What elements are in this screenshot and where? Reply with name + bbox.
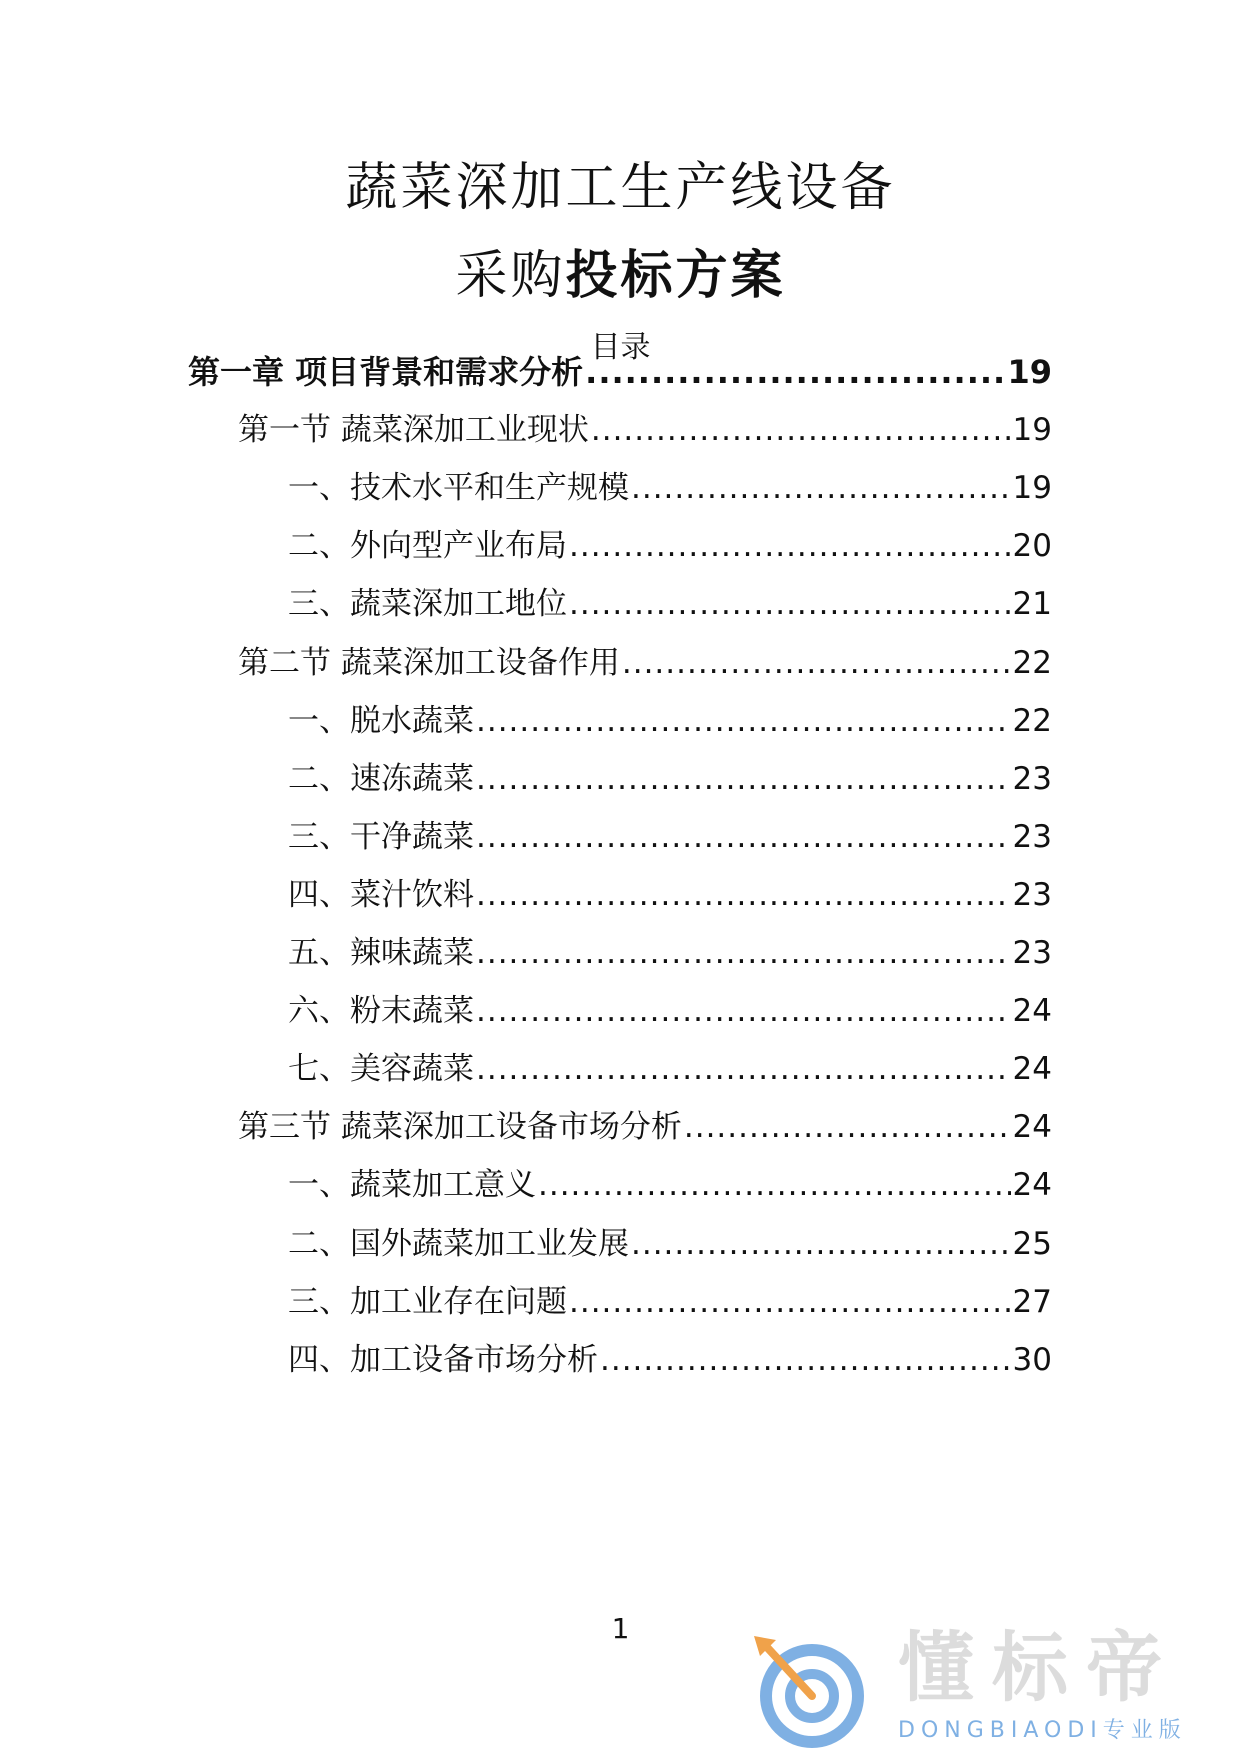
toc-dot-leader: [476, 991, 1011, 1031]
toc-entry-page: 23: [1012, 877, 1052, 913]
toc-entry[interactable]: [288, 1224, 1052, 1264]
toc-dot-leader: [476, 1049, 1011, 1089]
toc-entry[interactable]: [288, 584, 1052, 624]
document-title-line-2: [0, 246, 1241, 306]
watermark: [748, 1623, 1218, 1750]
toc-entry-label: 二、外向型产业布局: [288, 528, 567, 564]
toc-entry-label: 第一章 项目背景和需求分析: [188, 353, 584, 391]
toc-entry[interactable]: [288, 759, 1052, 799]
toc-entry-page: 24: [1012, 993, 1052, 1029]
toc-entry-page: 22: [1012, 645, 1052, 681]
toc-dot-leader: [476, 701, 1011, 741]
toc-entry-label: 二、国外蔬菜加工业发展: [288, 1226, 629, 1262]
toc-entry-page: 20: [1012, 528, 1052, 564]
toc-entry[interactable]: [288, 1165, 1052, 1205]
title-normal-part: 采购: [455, 246, 566, 306]
toc-dot-leader: [476, 933, 1011, 973]
toc-entry-label: 一、技术水平和生产规模: [288, 470, 629, 506]
toc-entry-label: 一、蔬菜加工意义: [288, 1167, 536, 1203]
toc-entry-page: 23: [1012, 819, 1052, 855]
toc-dot-leader: [476, 817, 1011, 857]
toc-entry[interactable]: [288, 701, 1052, 741]
toc-entry-label: 六、粉末蔬菜: [288, 993, 474, 1029]
toc-entry[interactable]: [288, 1049, 1052, 1089]
toc-entry-page: 23: [1012, 935, 1052, 971]
toc-entry-label: 第三节 蔬菜深加工设备市场分析: [238, 1109, 682, 1145]
toc-entry[interactable]: [238, 643, 1052, 683]
toc-entry-page: 19: [1012, 412, 1052, 448]
toc-entry[interactable]: [288, 933, 1052, 973]
toc-entry-label: 三、干净蔬菜: [288, 819, 474, 855]
toc-entry-page: 24: [1012, 1051, 1052, 1087]
toc-entry-page: 24: [1012, 1109, 1052, 1145]
toc-entry-label: 第二节 蔬菜深加工设备作用: [238, 645, 620, 681]
toc-entry[interactable]: [288, 468, 1052, 508]
toc-dot-leader: [631, 468, 1011, 508]
toc-dot-leader: [622, 643, 1011, 683]
toc-entry-label: 一、脱水蔬菜: [288, 703, 474, 739]
toc-dot-leader: [476, 759, 1011, 799]
toc-dot-leader: [538, 1165, 1011, 1205]
toc-entry-page: 22: [1012, 703, 1052, 739]
toc-entry-page: 19: [1007, 353, 1052, 391]
title-bold-part: 投标方案: [565, 246, 786, 306]
toc-dot-leader: [631, 1224, 1011, 1264]
toc-entry-label: 第一节 蔬菜深加工业现状: [238, 412, 589, 448]
toc-entry[interactable]: [288, 1340, 1052, 1380]
toc-entry[interactable]: [238, 410, 1052, 450]
toc-entry[interactable]: [188, 352, 1052, 392]
toc-entry-page: 23: [1012, 761, 1052, 797]
toc-entry-page: 27: [1012, 1284, 1052, 1320]
toc-entry[interactable]: [238, 1107, 1052, 1147]
toc-heading: 目录: [590, 330, 651, 365]
toc-entry-page: 25: [1012, 1226, 1052, 1262]
toc-entry[interactable]: [288, 991, 1052, 1031]
toc-entry-label: 三、加工业存在问题: [288, 1284, 567, 1320]
watermark-subtitle: DONGBIAODI专业版: [898, 1718, 1187, 1743]
toc-dot-leader: [476, 875, 1011, 915]
watermark-brand-name: 懂标帝: [898, 1623, 1180, 1712]
toc-dot-leader: [569, 526, 1011, 566]
toc-dot-leader: [569, 584, 1011, 624]
target-arrow-icon: [748, 1630, 868, 1750]
toc-dot-leader: [591, 410, 1011, 450]
toc-dot-leader: [569, 1282, 1011, 1322]
toc-dot-leader: [684, 1107, 1011, 1147]
toc-entry[interactable]: [288, 1282, 1052, 1322]
toc-entry-label: 四、菜汁饮料: [288, 877, 474, 913]
toc-entry-page: 24: [1012, 1167, 1052, 1203]
toc-entry[interactable]: [288, 526, 1052, 566]
toc-entry-page: 21: [1012, 586, 1052, 622]
toc-dot-leader: [585, 352, 1005, 392]
toc-entry-label: 二、速冻蔬菜: [288, 761, 474, 797]
document-title-line-1: 蔬菜深加工生产线设备: [345, 158, 896, 218]
toc-entry-label: 三、蔬菜深加工地位: [288, 586, 567, 622]
toc-entry-label: 四、加工设备市场分析: [288, 1342, 598, 1378]
toc-entry-page: 19: [1012, 470, 1052, 506]
toc-entry[interactable]: [288, 875, 1052, 915]
page-number: 1: [611, 1612, 630, 1645]
toc-entry-page: 30: [1012, 1342, 1052, 1378]
toc-entry-label: 五、辣味蔬菜: [288, 935, 474, 971]
toc-dot-leader: [600, 1340, 1011, 1380]
toc-entry-label: 七、美容蔬菜: [288, 1051, 474, 1087]
toc-entry[interactable]: [288, 817, 1052, 857]
